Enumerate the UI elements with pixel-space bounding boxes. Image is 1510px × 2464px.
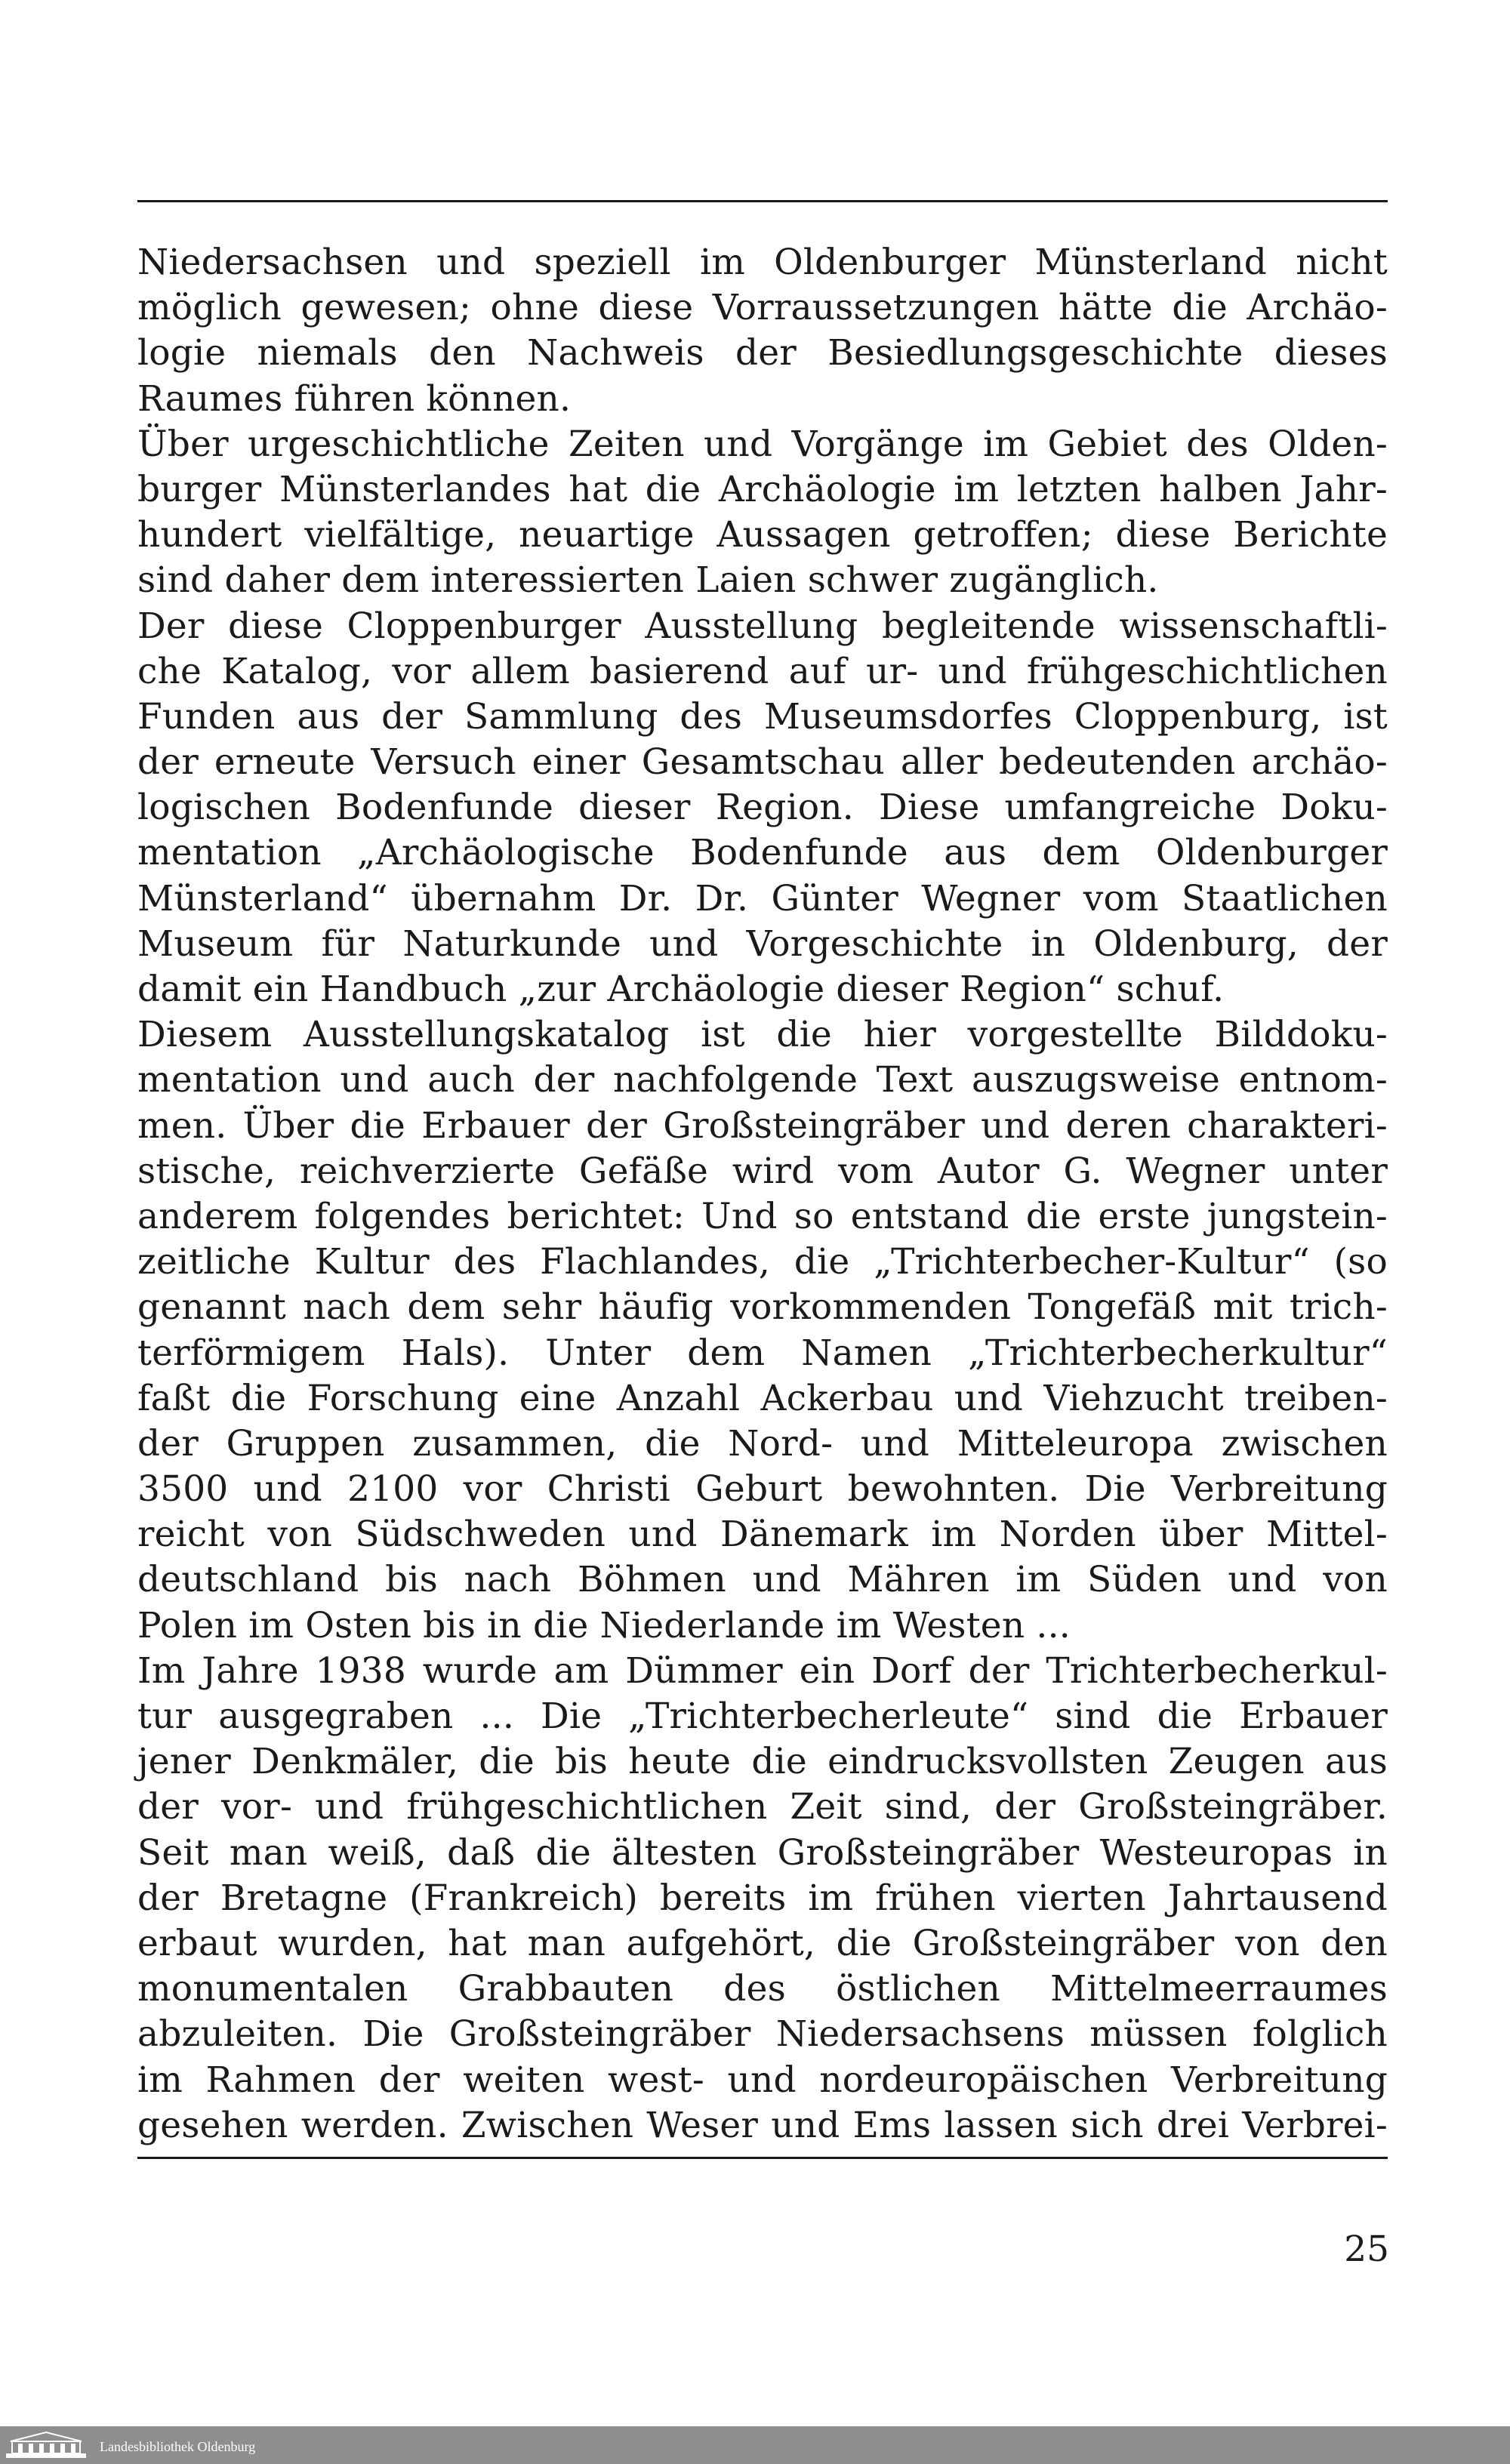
text-line: sind daher dem interessierten Laien schwer zugänglich.: [137, 559, 1159, 602]
text-line: men. Über die Erbauer der Großsteingräber und deren charakteri-: [137, 1104, 1388, 1147]
text-line: Münsterland“ übernahm Dr. Dr. Günter Wegner vom Staatlichen: [137, 877, 1388, 919]
text-line: Diesem Ausstellungskatalog ist die hier vorgestellte Bilddoku-: [137, 1014, 1388, 1056]
text-line: gesehen werden. Zwischen Weser und Ems lassen sich drei Verbrei-: [137, 2104, 1388, 2146]
text-line: Museum für Naturkunde und Vorgeschichte in Oldenburg, der: [137, 922, 1388, 965]
text-line: damit ein Handbuch „zur Archäologie dieser Region“ schuf.: [137, 969, 1225, 1010]
text-line: Der diese Cloppenburger Ausstellung begleitende wissenschaftli-: [137, 605, 1388, 647]
library-name: Landesbibliothek Oldenburg: [100, 2439, 256, 2454]
text-line: der vor- und frühgeschichtlichen Zeit sind, der Großsteingräber.: [137, 1786, 1388, 1828]
text-line: terförmigem Hals). Unter dem Namen „Trichterbecherkultur“: [137, 1332, 1388, 1374]
text-line: tur ausgegraben ... Die „Trichterbecherleute“ sind die Erbauer: [137, 1696, 1388, 1737]
text-line: jener Denkmäler, die bis heute die eindrucksvollsten Zeugen aus: [137, 1741, 1388, 1783]
text-line: Im Jahre 1938 wurde am Dümmer ein Dorf der Trichterbecherkul-: [137, 1649, 1388, 1692]
text-line: monumentalen Grabbauten des östlichen Mittelmeerraumes: [137, 1968, 1388, 2010]
text-line: Polen im Osten bis in die Niederlande im Westen ...: [137, 1604, 1071, 1646]
top-rule: [137, 200, 1388, 202]
text-line: mentation und auch der nachfolgende Text auszugsweise entnom-: [137, 1059, 1388, 1101]
text-line: che Katalog, vor allem basierend auf ur- und frühgeschichtlichen: [137, 650, 1388, 692]
text-line: reicht von Südschweden und Dänemark im Norden über Mittel-: [137, 1514, 1388, 1556]
text-line: 3500 und 2100 vor Christi Geburt bewohnten. Die Verbreitung: [137, 1468, 1388, 1511]
text-line: Seit man weiß, daß die ältesten Großsteingräber Westeuropas in: [137, 1831, 1388, 1874]
text-line: möglich gewesen; ohne diese Vorraussetzungen hätte die Archäo-: [137, 287, 1388, 329]
text-line: Niedersachsen und speziell im Oldenburger Münsterland nicht: [137, 242, 1388, 283]
library-footer-bar: [0, 2426, 1510, 2464]
text-line: der Gruppen zusammen, die Nord- und Mitteleuropa zwischen: [137, 1422, 1388, 1465]
text-line: hundert vielfältige, neuartige Aussagen getroffen; diese Berichte: [137, 514, 1388, 556]
text-line: burger Münsterlandes hat die Archäologie im letzten halben Jahr-: [137, 468, 1388, 510]
text-line: mentation „Archäologische Bodenfunde aus dem Oldenburger: [137, 832, 1388, 874]
text-line: erbaut wurden, hat man aufgehört, die Großsteingräber von den: [137, 1922, 1388, 1964]
text-line: der erneute Versuch einer Gesamtschau aller bedeutenden archäo-: [137, 741, 1388, 784]
text-line: deutschland bis nach Böhmen und Mähren im Süden und von: [137, 1559, 1388, 1601]
text-line: logie niemals den Nachweis der Besiedlungsgeschichte dieses: [137, 332, 1388, 374]
text-line: anderem folgendes berichtet: Und so entstand die erste jungstein-: [137, 1195, 1388, 1237]
page-number: 25: [1344, 2228, 1389, 2270]
text-line: abzuleiten. Die Großsteingräber Niedersachsens müssen folglich: [137, 2013, 1388, 2056]
text-line: genannt nach dem sehr häufig vorkommenden Tongefäß mit trich-: [137, 1286, 1388, 1329]
text-line: der Bretagne (Frankreich) bereits im frühen vierten Jahrtausend: [137, 1877, 1388, 1919]
library-building-icon: [5, 2431, 88, 2461]
text-line: Raumes führen können.: [137, 377, 572, 420]
text-line: zeitliche Kultur des Flachlandes, die „Trichterbecher-Kultur“ (so: [137, 1241, 1388, 1283]
text-line: Funden aus der Sammlung des Museumsdorfes Cloppenburg, ist: [137, 695, 1388, 738]
text-line: logischen Bodenfunde dieser Region. Diese umfangreiche Doku-: [137, 787, 1388, 829]
body-text: [137, 240, 1388, 2148]
bottom-rule: [137, 2157, 1388, 2159]
text-line: stische, reichverzierte Gefäße wird vom Autor G. Wegner unter: [137, 1150, 1388, 1192]
text-line: Über urgeschichtliche Zeiten und Vorgänge im Gebiet des Olden-: [137, 423, 1388, 465]
text-line: im Rahmen der weiten west- und nordeuropäischen Verbreitung: [137, 2059, 1388, 2101]
text-line: faßt die Forschung eine Anzahl Ackerbau und Viehzucht treiben-: [137, 1377, 1388, 1419]
